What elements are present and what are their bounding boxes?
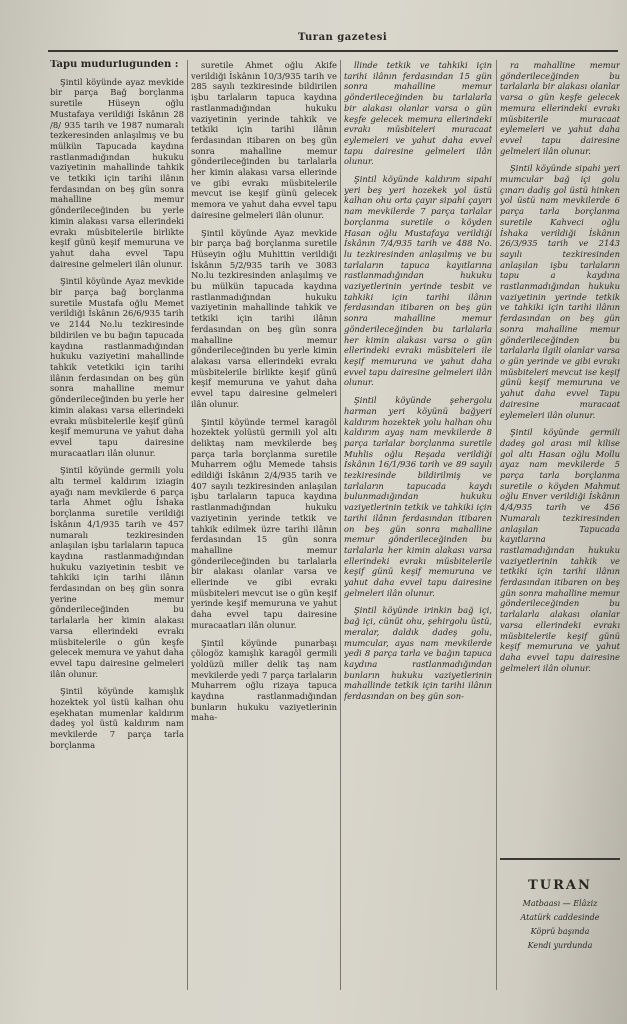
notice-paragraph: Şintil köyünde germili dadeş gol arası mil kilise gol altı Hasan oğlu Mollu ayaz nam mevkilerde 5 parça tarla borçlanma suretile o köyden Mahmut oğlu Enver verildiği İskânın 4/4/935 tarih ve 456 Numaralı tezkiresinden anlaşılan Tapucada kayıtlarına rastlamadığından hukuku vaziyetlerinin tahkik ve tetkiki için tarihi ilânın ferdasından itibaren on beş gün sonra mahalline memur gönderileceğinden bu tarlalarla alakası olanlar varsa ellerindeki evrakı müsbitelerile keşif günü keşif memuruna ve yahut daha evvel tapu dairesine gelmeleri ilân olunur.	[500, 427, 620, 673]
column-divider	[496, 60, 497, 990]
notice-paragraph: Şintil köyünde punarbaşı çölogöz kamışlık karagöl germili yoldüzü miller delik taş nam mevkilerde yedi 7 parça tarlaların Muharrem oğlu rizaya tapuca kaydına rastlanmadığından bunların hukuku vaziyetlerinin maha-	[191, 637, 337, 723]
notice-paragraph: Şintil köyünde ayaz mevkide bir parça Bağ borçlanma suretile Hüseyn oğlu Mustafaya verildiği İskânın 28 /8/ 935 tarih ve 1987 numaralı tezkeresinden anlaşılmış ve bu mülkün Tapucada kaydına rastlanmadığından hukuku vaziyetinin mahallinde tahkik ve tetkiki için tarihi ilânın ferdasından on beş gün sonra mahalline memur gönderileceğinden bu yerle kimin alakası varsa ellerindeki evrakı müsbitelerile birlikte keşif günü keşif memuruna ve yahut daha evvel Tapu dairesine gelmeleri ilân olunur.	[50, 76, 184, 269]
imprint-line: Kendi yurdunda	[527, 941, 593, 950]
notice-paragraph: Şintil köyünde kamışlık hozektek yol üstü kalhan ohu eşekhatan mumenlar kaldırım dadeş yol üstü kaldırım nam mevkilerde 7 parça tarla borçlanma	[50, 686, 184, 750]
column-4	[500, 60, 620, 850]
column-2	[191, 60, 337, 995]
notice-paragraph: Şintil köyünde germili yolu altı termel kaldırım iziagin ayağı nam mevkilerde 6 parça tarla Ahmet oğlu İshaka borçlanma suretile verildiği İskânın 4/1/935 tarih ve 457 numaralı tezkiresinden anlaşılan işbu tarlaların tapuca kaydına rastlanmadığından hukuku vaziyetinin tesbit ve tahkiki için tarihi ilânın ferdasından on beş gün sonra yerine memur gönderileceğinden bu tarlalarla her kimin alakası varsa ellerindeki evrakı müsbitelerile o gün keşfe gelecek memura ve yahut daha evvel tapu dairesine gelmeleri ilân olunur.	[50, 465, 184, 679]
imprint-box	[500, 858, 620, 980]
imprint-title: TURAN	[528, 878, 592, 893]
column-3	[344, 60, 492, 995]
notice-paragraph: llinde tetkik ve tahkiki için tarihi ilânın ferdasından 15 gün sonra mahalline memur gönderileceğinden bu tarlalarla bir alakası olanlar varsa o gün keşfe gelecek memura ellerindeki evrakı müsbiteleri muracaat eylemeleri ve yahut daha evvel tapu dairesine gelmeleri ilân olunur.	[344, 60, 492, 167]
column-divider	[340, 60, 341, 990]
notice-paragraph: Şintil köyünde termel karagöl hozektek yolüstü germili yol altı deliktaş nam mevkilerde beş parça tarla borçlanma suretile Muharrem oğlu Memede tahsis edildiği İskânın 2/4/935 tarih ve 407 sayılı tezkiresinden anlaşılan işbu tarlaların tapuca kaydına rastlanmadığından hukuku vaziyetinin yerinde tetkik ve tahkik edilmek üzre tarihi ilânın ferdasından 15 gün sonra mahalline memur gönderileceğinden bu tarlalarla bir alakası olanlar varsa ve ellerinde ve gibi evrakı müsbiteleri mevcut ise o gün keşif yerinde keşif memuruna ve yahut daha evvel tapu dairesine muracaatları ilân olunur.	[191, 416, 337, 630]
column-1	[50, 60, 184, 995]
notice-paragraph: Şintil köyünde Ayaz mevkide bir parça bağ borçlanma suretile Hüseyin oğlu Muhittin verildiği İskânın 5/2/935 tarih ve 3083 No.lu tezkiresinden anlaşılmış ve bu mülkün tapucada kaydına rastlanmadığından hukuku vaziyetinin mahallinde tahkik ve tetkiki için tarihi ilânın ferdasından on beş gün sonra mahalline memur gönderileceğinden bu yerle kimin alakası varsa ellerindeki evrakı müsbitelerile birlikte keşif günü keşif memuruna ve yahut daha evvel tapu dairesine gelmeleri ilân olunur.	[191, 227, 337, 409]
imprint-line: Matbaası — Elâziz	[522, 899, 598, 908]
notice-paragraph: ra mahalline memur gönderileceğinden bu tarlalarla bir alakası olanlar varsa o gün keşfe gelecek memura ellerindeki evrakı müsbiterile muracaat eylemeleri ve yahut daha evvel tapu dairesine gelmeleri ilân olunur.	[500, 60, 620, 156]
notice-paragraph: Şintil köyünde kaldırım sipahi yeri beş yeri hozekek yol üstü kalhan ohu orta çayır sipahi çayırı nam mevkilerde 7 parça tarlalar borçlanma suretile o köyden Hasan oğlu Mustafaya verildiği İskânın 7/4/935 tarih ve 488 No. lu tezkiresinden anlaşılmış ve bu tarlaların tapuca kayıtlarına rastlanmadığından hukuku vaziyetlerinin yerinde tesbit ve tahkiki için tarihi ilânın ferdasından itibaren on beş gün sonra mahalline memur gönderileceğinden bu tarlalarla her kimin alakası varsa o gün ellerindeki evrakı müsbiteleri ile keşif memuruna ve yahut daha evvel tapu dairesine gelmeleri ilân olunur.	[344, 174, 492, 388]
notice-paragraph: Şintil köyünde sipahi yeri mumcular bağ içi golu çınarı dadiş gol üstü hinken yol üstü nam mevkilerde 6 parça tarla borçlanma suretile Kahveci oğlu İshaka verildiği İskânın 26/3/935 tarih ve 2143 sayılı tezkiresinden anlaşılan işbu tarlaların tapu a kaydına rastlanmadığından hukuku vaziyetinin yerinde tetkik ve tahkiki için tarihi ilânın ferdasından on beş gün sonra mahalline memur gönderileceğinden bu tarlalarla ilgili olanlar varsa o gün yerinde ve gibi evrakı müsbiteleri mevcut ise keşif günü keşif memuruna ve yahut daha evvel Tapu dairesine muracaat eylemeleri ilân olunur.	[500, 163, 620, 420]
imprint-line: Köprü başında	[530, 927, 590, 936]
section-title: Tapu müdürlüğünden :	[50, 60, 179, 70]
notice-paragraph: Şintil köyünde Ayaz mevkide bir parça bağ borçlanma suretile Mustafa oğlu Memet verildiği İskânın 26/6/935 tarih ve 2144 No.lu tezkiresinde bildirilen ve bu bağın tapucada kaydına rastlanmadığından hukuku vaziyetini mahallinde tahkik vetetkiki için tarihi ilânın ferdasından on beş gün sonra mahalline memur gönderileceğinden bu yerle her kimin alakası varsa ellerindeki evrakı müsbitelerile keşif günü keşif memuruna ve yahut daha evvel tapu dairesine muracaatları ilân olunur.	[50, 276, 184, 458]
page-header	[48, 28, 618, 52]
newspaper-title: Turan gazetesi	[298, 32, 388, 43]
notice-paragraph: suretile Ahmet oğlu Akife verildiği İskânın 10/3/935 tarih ve 285 sayılı tezkiresinde bildirilen işbu tarlaların tapuca kaydına rastlanmadığından hukuku vaziyetinin yerinde tahkik ve tetkiki için tarihi ilânın ferdasından itibaren on beş gün sonra mahalline memur gönderileceğinden bu tarlalarla her kimin alakası varsa ellerinde ve gibi evrakı müsbitelerile mevcut ise keşif günü gelecek memora ve yahut daha evvel tapu dairesine gelmeleri ilân olunur.	[191, 60, 337, 220]
column-divider	[187, 60, 188, 990]
notice-paragraph: Şintil köyünde irinkin bağ içi, bağ içi, cünüt ohu, şehirgolu üstü, meralar, daldık dadeş golu, mumcular, ayas nam mevkilerde yedi 8 parça tarla ve bağın tapuca kaydına rastlanmadığından bunların hukuku vaziyetlerinin mahallinde tetkik için tarihi ilânın ferdasından on beş gün son-	[344, 605, 492, 702]
imprint-line: Atatürk caddesinde	[520, 913, 600, 922]
notice-paragraph: Şintil köyünde şehergolu harman yeri köyünü bağyeri kaldırım hozektek yolu halhan ohu kaldırım ayaş nam mevkilerde 8 parça tarlalar borçlanma suretile Muhlis oğlu Reşada verildiği İskânın 16/1/936 tarih ve 89 sayılı tezkiresinde bildirilmiş ve tarlaların tapucada kaydı bulunmadığından hukuku vaziyetlerinin tetkik ve tahkiki için tarihi ilânın ferdasından itibaren on beş gün sonra mahalline memur gönderileceğinden bu tarlalarla her kimin alakası varsa ellerindeki evrakı müsbitelerile keşif günü keşif memuruna ve yahut daha evvel tapu dairesine gelmeleri ilân olunur.	[344, 395, 492, 598]
